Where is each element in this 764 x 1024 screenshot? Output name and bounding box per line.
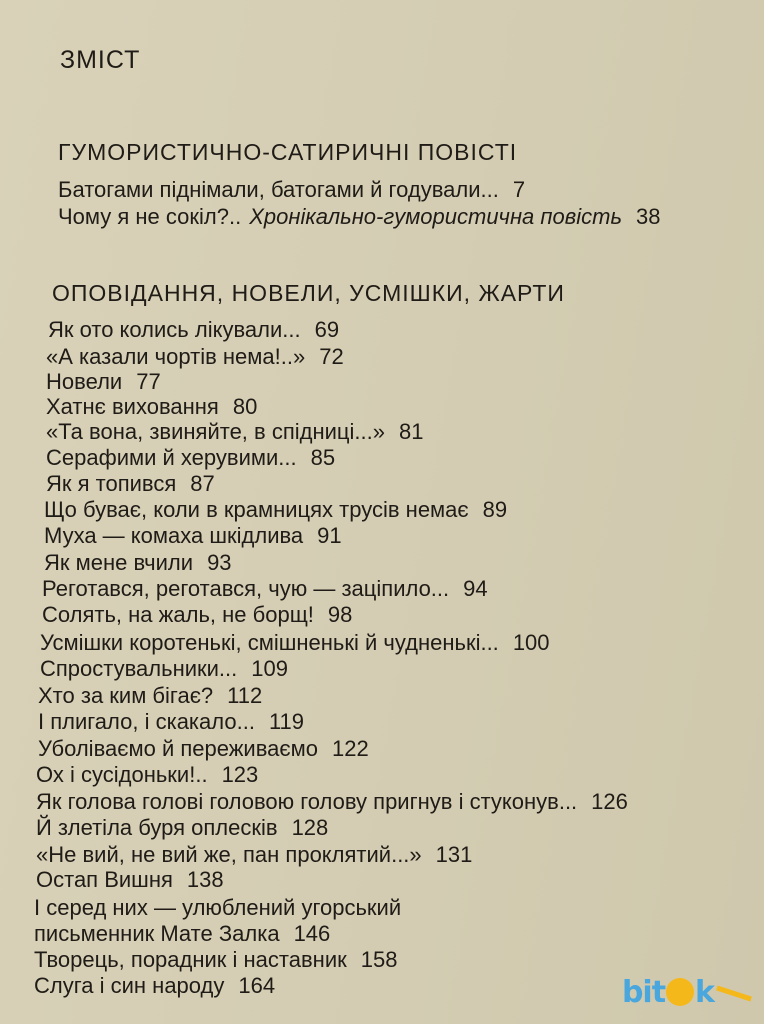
entry-page-number: 72	[319, 344, 344, 369]
entry-title: Муха — комаха шкідлива	[44, 523, 304, 548]
entry-title: І плигало, і скакало...	[38, 709, 255, 734]
bitok-watermark-logo: bit k	[622, 975, 752, 1010]
entry-title: Спростувальники...	[40, 656, 238, 681]
entry-page-number: 81	[398, 419, 424, 444]
entry-page-number: 100	[512, 630, 550, 655]
toc-entry	[36, 816, 328, 840]
entry-page-number: 7	[512, 177, 526, 202]
entry-title: письменник Мате Залка	[34, 921, 280, 946]
entry-page-number: 126	[591, 789, 628, 814]
entry-page-number: 122	[331, 736, 369, 761]
entry-title: Творець, порадник і наставник	[34, 947, 347, 972]
entry-page-number: 69	[314, 317, 340, 342]
toc-entry	[36, 843, 472, 867]
toc-entry	[40, 657, 288, 681]
entry-page-number: 164	[238, 973, 276, 998]
entry-page-number: 38	[636, 204, 661, 229]
toc-entry	[46, 446, 335, 470]
toc-entry	[46, 370, 161, 394]
entry-title: Солять, на жаль, не борщ!	[42, 602, 314, 627]
toc-entry	[48, 318, 339, 342]
entry-title: Уболіваємо й переживаємо	[38, 736, 318, 761]
entry-title: Як голова голові головою голову пригнув і стуконув...	[36, 789, 578, 814]
coin-icon	[666, 978, 694, 1006]
entry-page-number: 89	[482, 497, 508, 522]
entry-title: «Не вий, не вий же, пан проклятий...»	[36, 842, 422, 867]
toc-entry	[58, 205, 661, 229]
toc-entry	[44, 551, 232, 575]
toc-entry	[36, 868, 224, 892]
toc-entry	[34, 948, 397, 972]
toc-entry	[34, 974, 275, 998]
entry-title: Як я топився	[46, 471, 177, 496]
toc-entry	[38, 710, 304, 734]
entry-page-number: 87	[190, 471, 215, 496]
dash-icon	[716, 986, 752, 1002]
entry-page-number: 94	[463, 576, 488, 601]
entry-title: Остап Вишня	[36, 867, 173, 892]
entry-subtitle: Хронікально-гумористична повість	[249, 204, 623, 229]
entry-title: Серафими й херувими...	[46, 445, 297, 470]
toc-entry	[46, 395, 257, 419]
entry-title: Ох і сусідоньки!..	[36, 762, 208, 787]
entry-title: Як ото колись лікували...	[48, 317, 301, 342]
entry-page-number: 123	[221, 762, 259, 787]
toc-entry	[46, 345, 344, 369]
entry-title: Чому я не сокіл?..	[58, 204, 242, 229]
entry-page-number: 158	[360, 947, 398, 972]
entry-title: Як мене вчили	[44, 550, 194, 575]
entry-title: І серед них — улюблений угорський	[34, 895, 402, 920]
entry-page-number: 138	[186, 867, 224, 892]
entry-page-number: 93	[207, 550, 232, 575]
toc-entry	[46, 420, 423, 444]
toc-entry	[46, 472, 215, 496]
entry-title: Що буває, коли в крамницях трусів немає	[44, 497, 469, 522]
entry-title: «А казали чортів нема!..»	[46, 344, 306, 369]
entry-page-number: 98	[327, 602, 353, 627]
section-title-novellas: ГУМОРИСТИЧНО-САТИРИЧНІ ПОВІСТІ	[58, 139, 518, 165]
entry-page-number: 128	[291, 815, 329, 840]
entry-page-number: 77	[136, 369, 161, 394]
toc-entry	[44, 498, 507, 522]
entry-page-number: 131	[435, 842, 473, 867]
toc-entry	[42, 577, 488, 601]
entry-title: Реготався, реготався, чую — заціпило...	[42, 576, 450, 601]
entry-title: «Та вона, звиняйте, в спідниці...»	[46, 419, 385, 444]
contents-heading: ЗМІСТ	[60, 46, 141, 74]
entry-title: Слуга і син народу	[34, 973, 225, 998]
entry-page-number: 119	[268, 709, 305, 734]
entry-page-number: 91	[317, 523, 342, 548]
toc-entry	[44, 524, 342, 548]
toc-entry	[58, 178, 525, 202]
entry-title: Усмішки коротенькі, смішненькі й чудненькі...	[40, 630, 499, 655]
toc-entry	[34, 896, 401, 920]
entry-title: Хатнє виховання	[46, 394, 219, 419]
entry-page-number: 146	[293, 921, 331, 946]
entry-page-number: 109	[251, 656, 288, 681]
section-title-stories: ОПОВІДАННЯ, НОВЕЛИ, УСМІШКИ, ЖАРТИ	[52, 280, 565, 306]
entry-title: Батогами піднімали, батогами й годували...	[58, 177, 499, 202]
toc-entry	[36, 763, 258, 787]
toc-entry	[38, 684, 262, 708]
entry-page-number: 85	[310, 445, 336, 470]
toc-entry	[34, 922, 330, 946]
entry-page-number: 80	[232, 394, 258, 419]
toc-entry	[40, 631, 550, 655]
toc-entry	[42, 603, 352, 627]
toc-entry	[38, 737, 369, 761]
entry-page-number: 112	[227, 683, 263, 708]
entry-title: Й злетіла буря оплесків	[36, 815, 278, 840]
toc-entry	[36, 790, 628, 814]
entry-title: Хто за ким бігає?	[38, 683, 214, 708]
entry-title: Новели	[46, 369, 123, 394]
